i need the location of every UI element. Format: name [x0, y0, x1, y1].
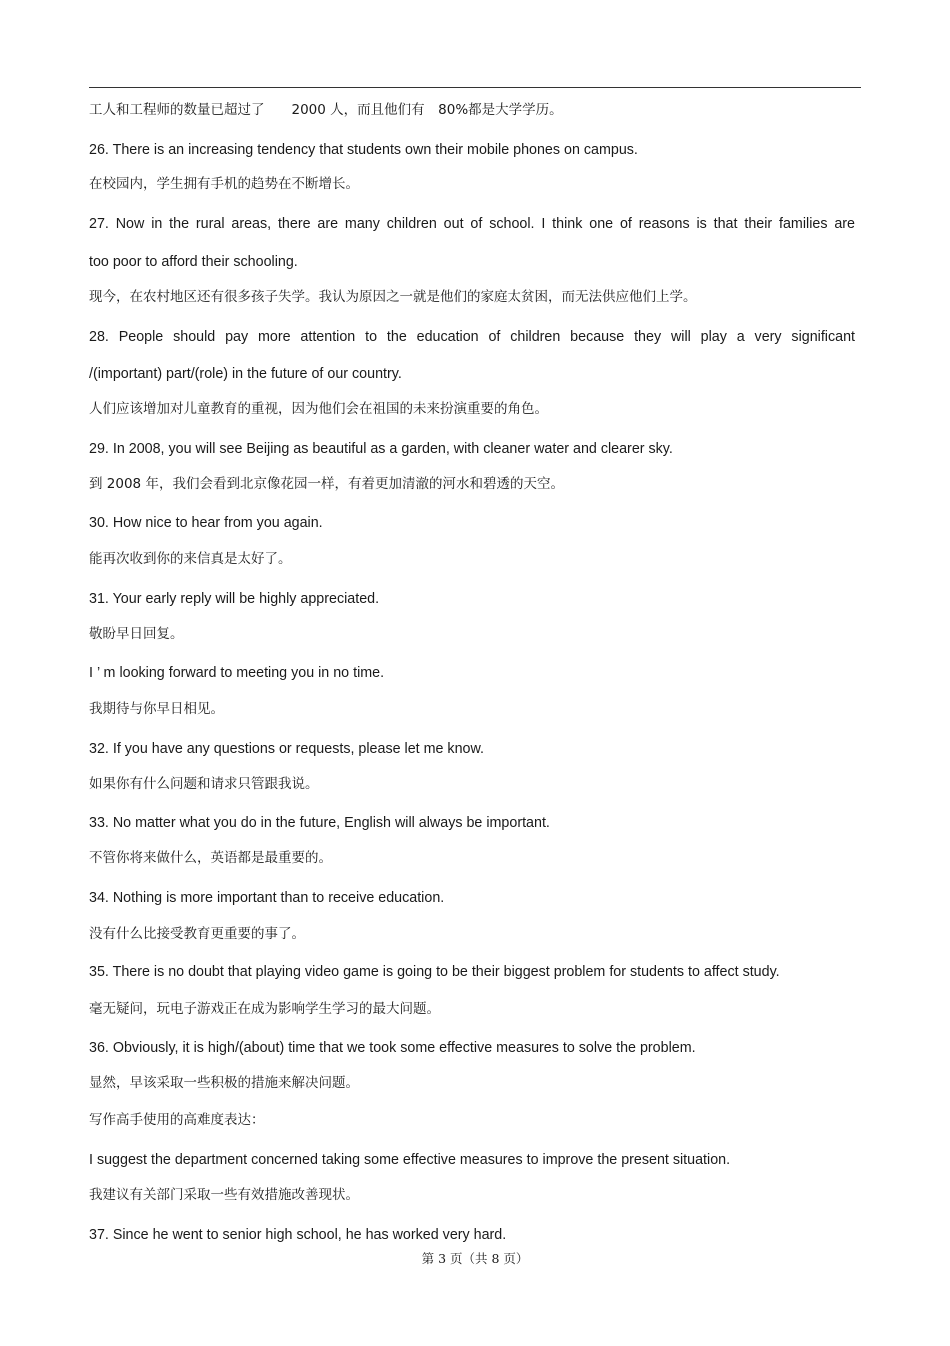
text-line: 敬盼早日回复。 — [89, 626, 184, 642]
text-line: 显然，早该采取一些积极的措施来解决问题。 — [89, 1075, 359, 1091]
text-line: 31. Your early reply will be highly appreciated. — [89, 591, 380, 607]
text-line: 在校园内，学生拥有手机的趋势在不断增长。 — [89, 176, 359, 192]
text-line: 没有什么比接受教育更重要的事了。 — [89, 926, 305, 942]
text-line: 人们应该增加对儿童教育的重视，因为他们会在祖国的未来扮演重要的角色。 — [89, 401, 548, 417]
text-line: 36. Obviously, it is high/(about) time that we took some effective measures to solve the problem. — [89, 1040, 696, 1056]
text-line: too poor to afford their schooling. — [89, 254, 298, 270]
text-line: 34. Nothing is more important than to receive education. — [89, 890, 445, 906]
text-line: 26. There is an increasing tendency that students own their mobile phones on campus. — [89, 142, 638, 158]
text-line: 32. If you have any questions or requests, please let me know. — [89, 741, 484, 757]
text-line: 35. There is no doubt that playing video game is going to be their biggest problem for students to affect study. — [89, 964, 780, 980]
page-number-footer: 第 3 页（共 8 页） — [421, 1251, 529, 1266]
text-line: 写作高手使用的高难度表达： — [89, 1112, 265, 1128]
text-line: 27. Now in the rural areas, there are many children out of school. I think one of reasons is that their families are — [89, 216, 855, 232]
text-line: I suggest the department concerned taking some effective measures to improve the present situation. — [89, 1152, 731, 1168]
text-line: 我建议有关部门采取一些有效措施改善现状。 — [89, 1187, 359, 1203]
text-line: 不管你将来做什么，英语都是最重要的。 — [89, 850, 332, 866]
text-line: /(important) part/(role) in the future of our country. — [89, 366, 402, 382]
text-line: 我期待与你早日相见。 — [89, 701, 224, 717]
text-line: 毫无疑问，玩电子游戏正在成为影响学生学习的最大问题。 — [89, 1001, 440, 1017]
text-line: 如果你有什么问题和请求只管跟我说。 — [89, 776, 319, 792]
header-rule — [89, 87, 861, 88]
text-line: 工人和工程师的数量已超过了 2000 人，而且他们有 80%都是大学学历。 — [89, 102, 563, 118]
text-line: 33. No matter what you do in the future, English will always be important. — [89, 815, 550, 831]
text-line: 现今，在农村地区还有很多孩子失学。我认为原因之一就是他们的家庭太贫困，而无法供应他们上学。 — [89, 289, 697, 305]
text-line: 28. People should pay more attention to the education of children because they will play a very significant — [89, 329, 855, 345]
text-line: 29. In 2008, you will see Beijing as beautiful as a garden, with cleaner water and clearer sky. — [89, 441, 673, 457]
text-line: 37. Since he went to senior high school, he has worked very hard. — [89, 1227, 507, 1243]
text-line: I ’ m looking forward to meeting you in no time. — [89, 665, 385, 681]
text-line: 能再次收到你的来信真是太好了。 — [89, 551, 292, 567]
text-line: 到 2008 年，我们会看到北京像花园一样，有着更加清澈的河水和碧透的天空。 — [89, 476, 564, 492]
text-line: 30. How nice to hear from you again. — [89, 515, 323, 531]
